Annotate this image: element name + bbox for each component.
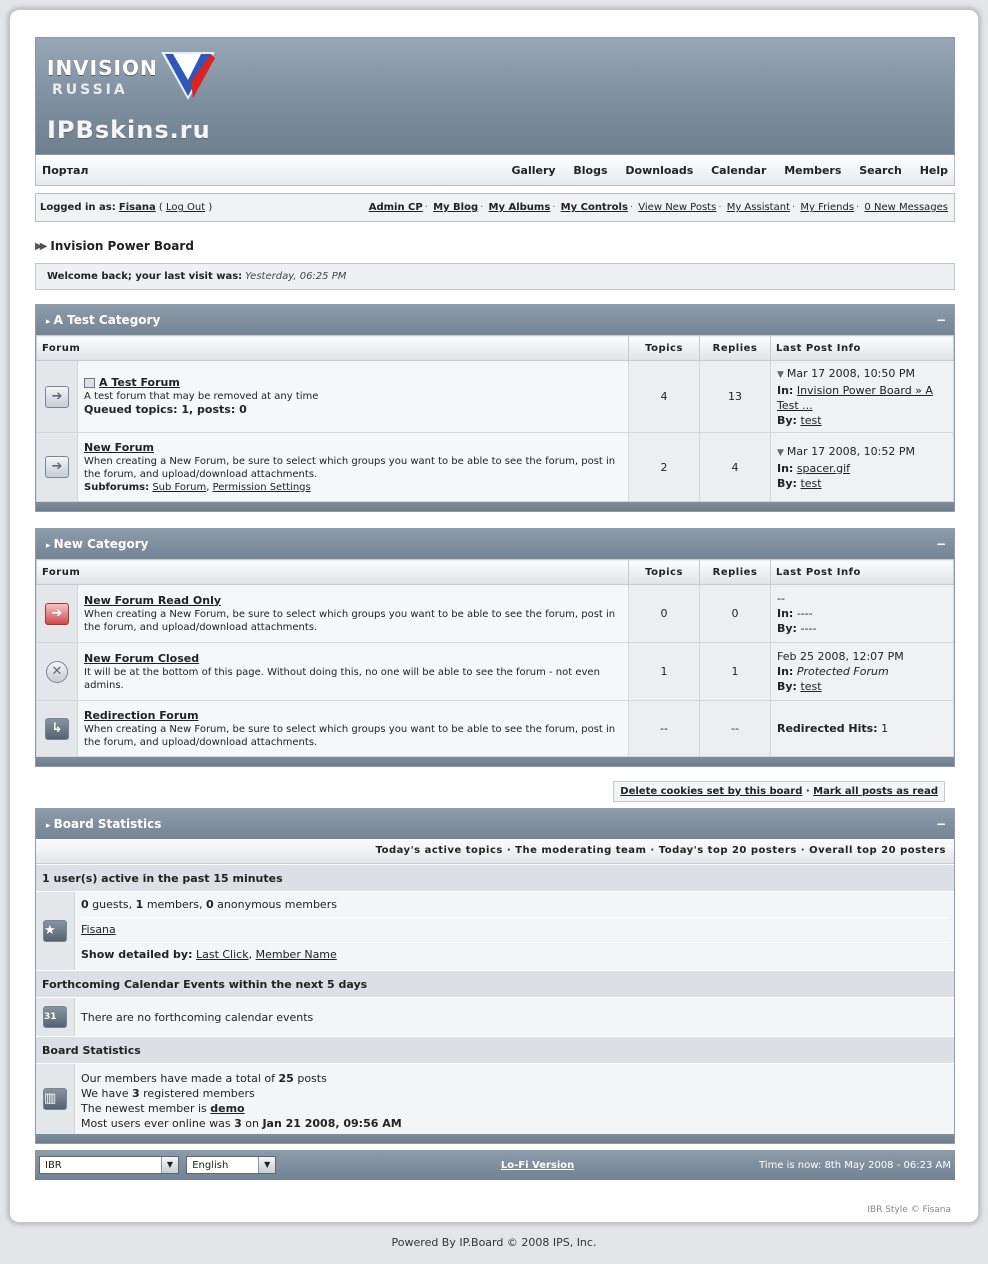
reg-post: registered members [143, 1087, 255, 1100]
last-by-label: By: [777, 476, 797, 490]
user-status: Logged in as: Fisana ( Log Out ) [40, 202, 213, 213]
col-replies: Replies [700, 336, 771, 361]
bar-chart-icon: ▥ [43, 1088, 67, 1110]
last-post-date: Mar 17 2008, 10:50 PM [786, 366, 915, 380]
read-only-icon[interactable]: ➔ [45, 603, 69, 625]
anon-label: anonymous members [217, 898, 337, 911]
stats-footer [36, 1134, 954, 1143]
forum-read-icon[interactable]: ➔ [45, 456, 69, 478]
active-user-link[interactable]: Fisana [81, 923, 116, 936]
forum-table-header [37, 560, 954, 585]
last-post-author-link[interactable]: test [800, 680, 822, 693]
top-posters-today-link[interactable]: Today's top 20 posters [658, 845, 797, 856]
forum-desc: A test forum that may be removed at any time [84, 391, 319, 402]
forum-desc: When creating a New Forum, be sure to select which groups you want to be able to see the forum, post in the forum, and upload/download attachments. [84, 608, 616, 633]
col-forum: Forum [37, 560, 629, 585]
last-by-label: By: [777, 622, 797, 635]
language-value: English [192, 1160, 229, 1171]
redirect-label: Redirected Hits: [777, 722, 878, 735]
forum-last-post [771, 585, 954, 643]
forum-redirect-info [771, 701, 954, 757]
logout-link[interactable]: Log Out [166, 202, 206, 213]
most-pre: Most users ever online was [81, 1117, 231, 1130]
forum-last-post [771, 433, 954, 502]
forum-info [78, 643, 629, 701]
last-post-topic: Protected Forum [796, 665, 889, 678]
forum-topics: -- [629, 701, 700, 757]
logo-russia: RUSSIA [52, 82, 128, 98]
board-stats-row [36, 1063, 954, 1134]
active-users-heading: 1 user(s) active in the past 15 minutes [36, 864, 954, 891]
forum-replies: -- [700, 701, 771, 757]
sort-last-click-link[interactable]: Last Click [195, 948, 249, 961]
last-post-author: ---- [800, 622, 817, 635]
view-new-posts-link[interactable]: View New Posts [638, 202, 717, 213]
forum-link[interactable]: Redirection Forum [84, 708, 199, 722]
sort-member-name-link[interactable]: Member Name [255, 948, 337, 961]
forum-topics: 4 [629, 361, 700, 433]
category-new [35, 528, 955, 767]
main-nav [35, 155, 955, 186]
category-title[interactable]: ▸ New Category [46, 537, 148, 551]
logo-ipbskins: IPBskins.ru [47, 116, 211, 144]
last-post-topic: ---- [796, 607, 813, 620]
calendar-row [36, 997, 954, 1036]
footer-bar [35, 1150, 955, 1180]
calendar-icon: 31 [43, 1006, 67, 1028]
posts-post: posts [297, 1072, 327, 1085]
breadcrumb [35, 236, 955, 256]
forum-table [36, 335, 954, 502]
forum-replies: 1 [700, 643, 771, 701]
category-footer [36, 757, 954, 766]
skin-value: IBR [45, 1160, 62, 1171]
forum-row [37, 701, 954, 757]
redirect-icon[interactable]: ↳ [45, 718, 69, 740]
last-post-author-link[interactable]: test [800, 413, 822, 427]
most-mid: on [245, 1117, 259, 1130]
active-users-icon-cell [36, 892, 75, 970]
chevron-down-icon[interactable]: ▼ [258, 1157, 275, 1173]
active-users-body [75, 892, 954, 970]
last-by-label: By: [777, 680, 797, 693]
board-statistics [35, 808, 955, 1144]
language-select[interactable] [186, 1156, 276, 1174]
forum-desc: When creating a New Forum, be sure to select which groups you want to be able to see the forum, post in the forum, and upload/download attachments. [84, 455, 616, 480]
members-label: members, [146, 898, 203, 911]
last-post-date: Mar 17 2008, 10:52 PM [786, 444, 915, 458]
col-last-post: Last Post Info [771, 560, 954, 585]
last-post-date: -- [777, 592, 785, 605]
active-topics-link[interactable]: Today's active topics [375, 845, 503, 856]
most-online-date: Jan 21 2008, 09:56 AM [262, 1117, 402, 1130]
newest-pre: The newest member is [81, 1102, 207, 1115]
nav-help[interactable]: Help [919, 163, 948, 177]
forum-read-icon[interactable]: ➔ [45, 386, 69, 408]
last-post-date: Feb 25 2008, 12:07 PM [777, 650, 904, 663]
last-in-label: In: [777, 383, 794, 397]
forum-topics: 2 [629, 433, 700, 502]
welcome-bar [35, 263, 955, 290]
collapse-icon[interactable]: − [935, 817, 946, 831]
calendar-heading: Forthcoming Calendar Events within the next 5 days [36, 970, 954, 997]
posts-pre: Our members have made a total of [81, 1072, 276, 1085]
my-albums-link[interactable]: My Albums [488, 202, 551, 213]
chevron-down-icon[interactable]: ▼ [161, 1157, 178, 1173]
new-messages-link[interactable]: 0 New Messages [864, 202, 948, 213]
last-post-topic-link[interactable]: Invision Power Board » A Test ... [777, 383, 933, 412]
board-wrapper [35, 37, 955, 1180]
forum-status-cell [37, 585, 78, 643]
star-icon: ★ [43, 920, 67, 942]
forum-info [78, 361, 629, 433]
last-in-label: In: [777, 607, 794, 620]
forum-topics: 1 [629, 643, 700, 701]
delete-cookies-link[interactable]: Delete cookies set by this board [620, 786, 803, 797]
stats-icon-cell [36, 1064, 75, 1134]
breadcrumb-title[interactable]: Invision Power Board [50, 239, 194, 253]
subforum-link[interactable]: Sub Forum [152, 481, 207, 493]
forum-rss-icon[interactable] [84, 378, 95, 388]
col-topics: Topics [629, 560, 700, 585]
cookie-actions: Delete cookies set by this board · Mark all posts as read [613, 781, 945, 802]
detail-label: Show detailed by: [81, 948, 193, 961]
powered-by: Powered By IP.Board © 2008 IPS, Inc. [391, 1236, 597, 1249]
calendar-body: There are no forthcoming calendar events [75, 998, 954, 1036]
logo-v-icon [161, 52, 215, 100]
welcome-label: Welcome back; your last visit was: [47, 271, 243, 282]
last-visit-time: Yesterday, 06:25 PM [245, 271, 347, 282]
active-users-row [36, 891, 954, 970]
logged-in-label: Logged in as: [40, 202, 116, 213]
last-in-label: In: [777, 665, 794, 678]
subforums-label: Subforums: [84, 481, 150, 493]
last-post-author-link[interactable]: test [800, 476, 822, 490]
last-post-arrow-icon[interactable]: ▼ [777, 369, 784, 380]
forum-replies: 0 [700, 585, 771, 643]
breadcrumb-arrow-icon: ▶▶ [35, 240, 45, 252]
newest-member-link[interactable]: demo [210, 1102, 245, 1115]
active-users-counts [81, 892, 948, 918]
category-footer [36, 502, 954, 511]
board-stats-heading: Board Statistics [36, 1036, 954, 1063]
registered-count: 3 [132, 1087, 140, 1100]
members-count: 1 [135, 898, 144, 911]
anon-count: 0 [206, 898, 214, 911]
calendar-icon-cell [36, 998, 75, 1036]
reg-pre: We have [81, 1087, 129, 1100]
forum-link[interactable]: New Forum Closed [84, 651, 200, 665]
forum-status-cell [37, 701, 78, 757]
forum-status-cell [37, 643, 78, 701]
my-friends-link[interactable]: My Friends [800, 202, 855, 213]
col-last-post: Last Post Info [771, 336, 954, 361]
forum-last-post [771, 361, 954, 433]
category-a-test [35, 304, 955, 512]
board-stats-body [75, 1064, 954, 1134]
stats-links: Today's active topics · The moderating team · Today's top 20 posters · Overall top 20 posters [36, 839, 954, 864]
site-logo-banner[interactable] [35, 37, 955, 155]
stats-title[interactable]: ▸ Board Statistics [46, 817, 161, 831]
forum-desc: When creating a New Forum, be sure to select which groups you want to be able to see the forum, post in the forum, and upload/download attachments. [84, 723, 616, 748]
last-in-label: In: [777, 461, 794, 475]
last-post-arrow-icon[interactable]: ▼ [777, 447, 784, 458]
admin-cp-link[interactable]: Admin CP [368, 202, 423, 213]
redirect-hits: 1 [881, 722, 889, 735]
nav-portal[interactable]: Портал [42, 163, 89, 177]
footer-selectors [39, 1156, 276, 1174]
subforum-link[interactable]: Permission Settings [212, 481, 311, 493]
style-credit: IBR Style © Fisana [867, 1205, 951, 1215]
category-header [36, 305, 954, 335]
forum-queued: Queued topics: 1, posts: 0 [84, 403, 247, 416]
collapse-icon[interactable]: − [935, 313, 946, 327]
current-time: Time is now: 8th May 2008 - 06:23 AM [758, 1159, 951, 1171]
forum-link[interactable]: New Forum [84, 440, 155, 454]
moderating-team-link[interactable]: The moderating team [515, 845, 647, 856]
detail-sort: Show detailed by: Last Click, Member Name [81, 948, 337, 961]
collapse-icon[interactable]: − [935, 537, 946, 551]
forum-last-post [771, 643, 954, 701]
my-controls-link[interactable]: My Controls [560, 202, 628, 213]
lofi-link[interactable]: Lo-Fi Version [500, 1159, 575, 1171]
nav-members[interactable]: Members [784, 163, 842, 177]
forum-status-cell [37, 433, 78, 502]
category-header [36, 529, 954, 559]
posts-total: 25 [278, 1072, 294, 1085]
col-topics: Topics [629, 336, 700, 361]
forum-link[interactable]: A Test Forum [99, 376, 180, 389]
forum-replies: 13 [700, 361, 771, 433]
forum-status-cell [37, 361, 78, 433]
guests-count: 0 [81, 898, 89, 911]
nav-downloads[interactable]: Downloads [625, 163, 694, 177]
top-posters-overall-link[interactable]: Overall top 20 posters [809, 845, 946, 856]
cookie-bar [35, 781, 955, 802]
last-by-label: By: [777, 413, 797, 427]
mark-read-link[interactable]: Mark all posts as read [813, 786, 938, 797]
logo-invision: INVISION [47, 56, 158, 80]
forum-replies: 4 [700, 433, 771, 502]
forum-info [78, 701, 629, 757]
forum-info [78, 585, 629, 643]
nav-gallery[interactable]: Gallery [511, 163, 556, 177]
forum-link[interactable]: New Forum Read Only [84, 593, 222, 607]
forum-row [37, 433, 954, 502]
col-replies: Replies [700, 560, 771, 585]
closed-icon[interactable]: ✕ [46, 661, 68, 683]
forum-row [37, 361, 954, 433]
forum-topics: 0 [629, 585, 700, 643]
forum-row [37, 643, 954, 701]
category-title[interactable]: ▸ A Test Category [46, 313, 160, 327]
col-forum: Forum [37, 336, 629, 361]
forum-table [36, 559, 954, 757]
user-links: Admin CP · My Blog · My Albums · My Controls · View New Posts · My Assistant · My Friends · 0 New Messages [368, 202, 948, 213]
last-post-topic-link[interactable]: spacer.gif [796, 461, 851, 475]
stats-header [36, 809, 954, 839]
nav-links [498, 164, 949, 177]
nav-search[interactable]: Search [859, 163, 902, 177]
guests-label: guests, [92, 898, 133, 911]
user-bar [35, 193, 955, 222]
nav-blogs[interactable]: Blogs [573, 163, 608, 177]
forum-desc: It will be at the bottom of this page. Without doing this, no one will be able to see the forum - not even admins. [84, 666, 600, 691]
most-online: 3 [234, 1117, 242, 1130]
active-user-list [81, 918, 948, 943]
skin-select[interactable] [39, 1156, 179, 1174]
forum-table-header [37, 336, 954, 361]
my-assistant-link[interactable]: My Assistant [726, 202, 790, 213]
username-link[interactable]: Fisana [118, 202, 156, 213]
my-blog-link[interactable]: My Blog [433, 202, 479, 213]
forum-row [37, 585, 954, 643]
forum-info: New Forum When creating a New Forum, be sure to select which groups you want to be able to see the forum, post in the forum, and upload/download attachments. Subforums: Sub Forum, Permission Settings [78, 433, 629, 502]
nav-calendar[interactable]: Calendar [711, 163, 767, 177]
